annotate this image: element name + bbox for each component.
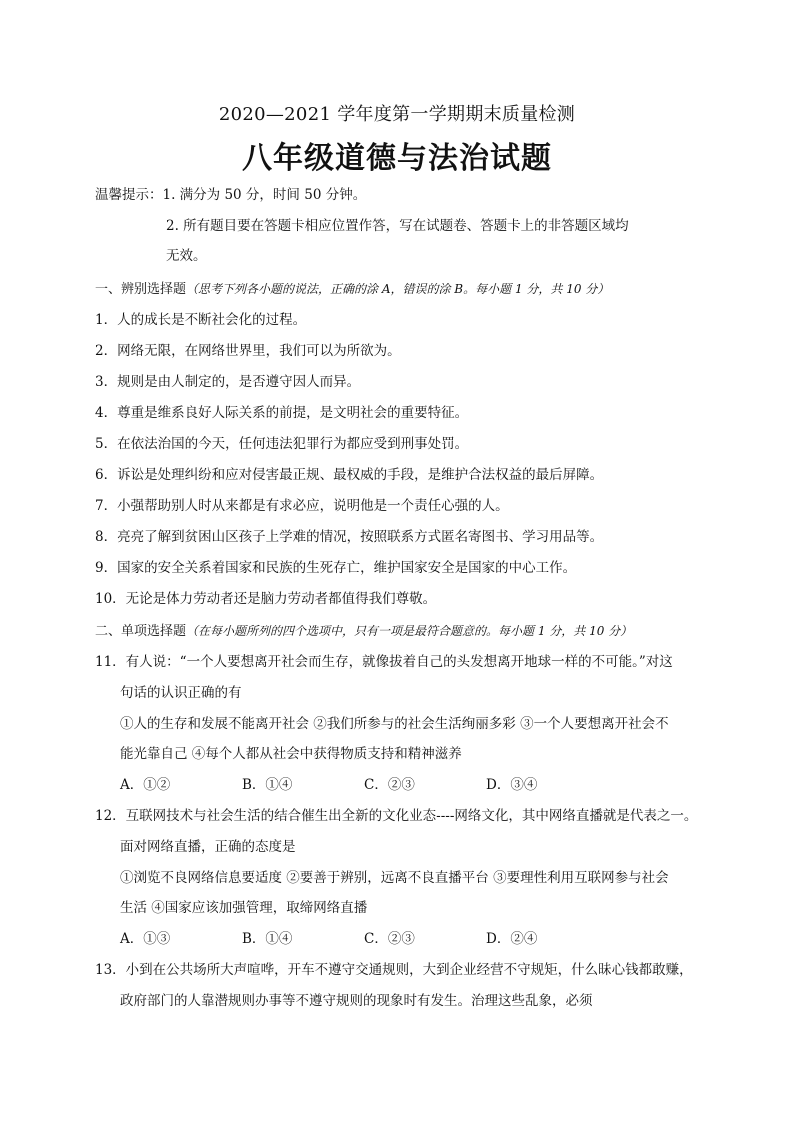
judge-item-2: 2．网络无限，在网络世界里，我们可以为所欲为。	[95, 343, 401, 359]
judge-item-5: 5．在依法治国的今天，任何违法犯罪行为都应受到刑事处罚。	[95, 436, 469, 452]
q11-option-b[interactable]: B．①④	[242, 777, 293, 793]
notice-item-2-line-2: 无效。	[166, 248, 207, 264]
judge-item-8: 8．亮亮了解到贫困山区孩子上学难的情况，按照联系方式匿名寄图书、学习用品等。	[95, 529, 604, 545]
q11-option-a[interactable]: A．①②	[120, 777, 171, 793]
section-1-heading: 一、辨别选择题	[95, 282, 187, 297]
judge-item-7: 7．小强帮助别人时从来都是有求必应，说明他是一个责任心强的人。	[95, 498, 509, 514]
notice-item-1: 1. 满分为 50 分，时间 50 分钟。	[162, 187, 367, 203]
exam-title: 八年级道德与法治试题	[242, 141, 552, 176]
q12-option-d[interactable]: D．②④	[486, 931, 538, 947]
section-2-heading: 二、单项选择题	[95, 624, 187, 639]
q12-option-b[interactable]: B．①④	[242, 931, 293, 947]
notice-line-1	[95, 186, 366, 204]
q11-statements-line-1: ①人的生存和发展不能离开社会 ②我们所参与的社会生活绚丽多彩 ③一个人要想离开社会不	[120, 716, 669, 732]
notice-item-2-line-1: 2. 所有题目要在答题卡相应位置作答，写在试题卷、答题卡上的非答题区域均	[166, 218, 629, 234]
q11-options	[120, 776, 608, 794]
q12-option-a[interactable]: A．①③	[120, 931, 171, 947]
q11-statements-line-2: 能光靠自己 ④每个人都从社会中获得物质支持和精神滋养	[120, 746, 462, 762]
judge-item-6: 6．诉讼是处理纠纷和应对侵害最正规、最权威的手段，是维护合法权益的最后屏障。	[95, 467, 604, 483]
q11-option-c[interactable]: C．②③	[364, 777, 415, 793]
q12-stem-line-2: 面对网络直播，正确的态度是	[120, 839, 296, 855]
judge-item-4: 4．尊重是维系良好人际关系的前提，是文明社会的重要特征。	[95, 405, 469, 421]
section-1-header	[95, 280, 609, 299]
q11-stem-line-2: 句话的认识正确的有	[120, 685, 242, 701]
notice-label: 温馨提示：	[95, 187, 163, 203]
q12-option-c[interactable]: C．②③	[364, 931, 415, 947]
section-1-instruction: （思考下列各小题的说法，正确的涂 A，错误的涂 B。每小题 1 分，共 10 分）	[186, 282, 610, 296]
q13-stem-line-2: 政府部门的人靠潜规则办事等不遵守规则的现象时有发生。治理这些乱象，必须	[120, 993, 593, 1009]
q11-option-d[interactable]: D．③④	[486, 777, 538, 793]
section-2-header	[95, 622, 632, 641]
q12-options	[120, 930, 608, 948]
q12-stem-line-1: 12．互联网技术与社会生活的结合催生出全新的文化业态----网络文化，其中网络直播就是代表之一。	[95, 808, 698, 824]
q13-stem-line-1: 13．小到在公共场所大声喧哗，开车不遵守交通规则，大到企业经营不守规矩，什么昧心钱都敢赚，	[95, 962, 693, 978]
judge-item-3: 3．规则是由人制定的，是否遵守因人而异。	[95, 374, 361, 390]
q12-statements-line-1: ①浏览不良网络信息要适度 ②要善于辨别，远离不良直播平台 ③要理性利用互联网参与社会	[120, 870, 669, 886]
q12-statements-line-2: 生活 ④国家应该加强管理，取缔网络直播	[120, 900, 368, 916]
judge-item-10: 10．无论是体力劳动者还是脑力劳动者都值得我们尊敬。	[95, 591, 437, 607]
section-2-instruction: （在每小题所列的四个选项中，只有一项是最符合题意的。每小题 1 分，共 10 分）	[186, 624, 633, 638]
judge-item-1: 1．人的成长是不断社会化的过程。	[95, 312, 307, 328]
exam-subtitle: 2020—2021 学年度第一学期期末质量检测	[218, 104, 576, 125]
q11-stem-line-1: 11．有人说：“一个人要想离开社会而生存，就像拔着自己的头发想离开地球一样的不可能。”对这	[95, 654, 673, 670]
judge-item-9: 9．国家的安全关系着国家和民族的生死存亡，维护国家安全是国家的中心工作。	[95, 560, 577, 576]
